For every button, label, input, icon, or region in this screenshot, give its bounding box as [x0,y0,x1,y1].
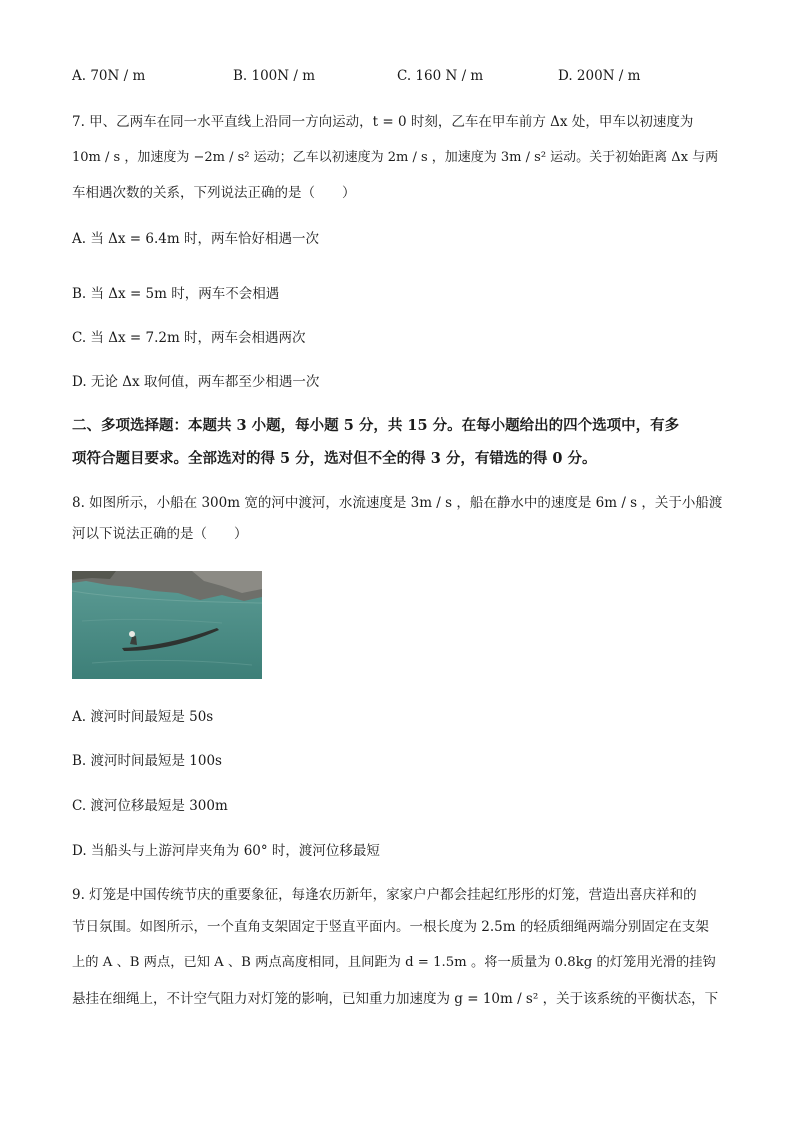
q6-option-a: A. 70N / m [72,68,146,84]
q9-line-3: 上的 A 、B 两点，已知 A 、B 两点高度相同，且间距为 d = 1.5m 。将一质量为 0.8kg 的灯笼用光滑的挂钩 [72,955,716,970]
q6-option-d: D. 200N / m [558,68,641,84]
q6-option-c: C. 160 N / m [397,68,484,84]
q7-line-2: 10m / s ，加速度为 −2m / s² 运动；乙车以初速度为 2m / s ，加速度为 3m / s² 运动。关于初始距离 Δx 与两 [72,150,719,165]
q9-line-2: 节日氛围。如图所示，一个直角支架固定于竖直平面内。一根长度为 2.5m 的轻质细绳两端分别固定在支架 [72,919,709,935]
river-boat-photo [72,571,262,679]
q8-option-b: B. 渡河时间最短是 100s [72,753,222,769]
q7-option-c: C. 当 Δx = 7.2m 时，两车会相遇两次 [72,330,306,346]
section2-heading-line-2: 项符合题目要求。全部选对的得 5 分，选对但不全的得 3 分，有错选的得 0 分。 [72,450,597,467]
q8-line-2: 河以下说法正确的是（ ） [72,526,248,542]
q7-option-a: A. 当 Δx = 6.4m 时，两车恰好相遇一次 [72,231,319,247]
q8-option-c: C. 渡河位移最短是 300m [72,798,228,814]
q7-line-1: 7. 甲、乙两车在同一水平直线上沿同一方向运动，t = 0 时刻，乙车在甲车前方 Δx 处，甲车以初速度为 [72,114,694,130]
q8-line-1: 8. 如图所示，小船在 300m 宽的河中渡河，水流速度是 3m / s ，船在静水中的速度是 6m / s ，关于小船渡 [72,495,723,511]
q7-line-3: 车相遇次数的关系，下列说法正确的是（ ） [72,185,356,201]
q9-line-4: 悬挂在细绳上，不计空气阻力对灯笼的影响，已知重力加速度为 g = 10m / s² ，关于该系统的平衡状态，下 [72,991,719,1007]
q6-option-b: B. 100N / m [233,68,316,84]
q8-option-d: D. 当船头与上游河岸夹角为 60° 时，渡河位移最短 [72,843,380,859]
q8-option-a: A. 渡河时间最短是 50s [72,709,214,725]
q7-option-d: D. 无论 Δx 取何值，两车都至少相遇一次 [72,374,320,390]
q9-line-1: 9. 灯笼是中国传统节庆的重要象征，每逢农历新年，家家户户都会挂起红彤彤的灯笼，营造出喜庆祥和的 [72,887,697,903]
q6-options [72,66,732,86]
q7-option-b: B. 当 Δx = 5m 时，两车不会相遇 [72,286,280,302]
section2-heading-line-1: 二、多项选择题：本题共 3 小题，每小题 5 分，共 15 分。在每小题给出的四个选项中，有多 [72,417,680,434]
